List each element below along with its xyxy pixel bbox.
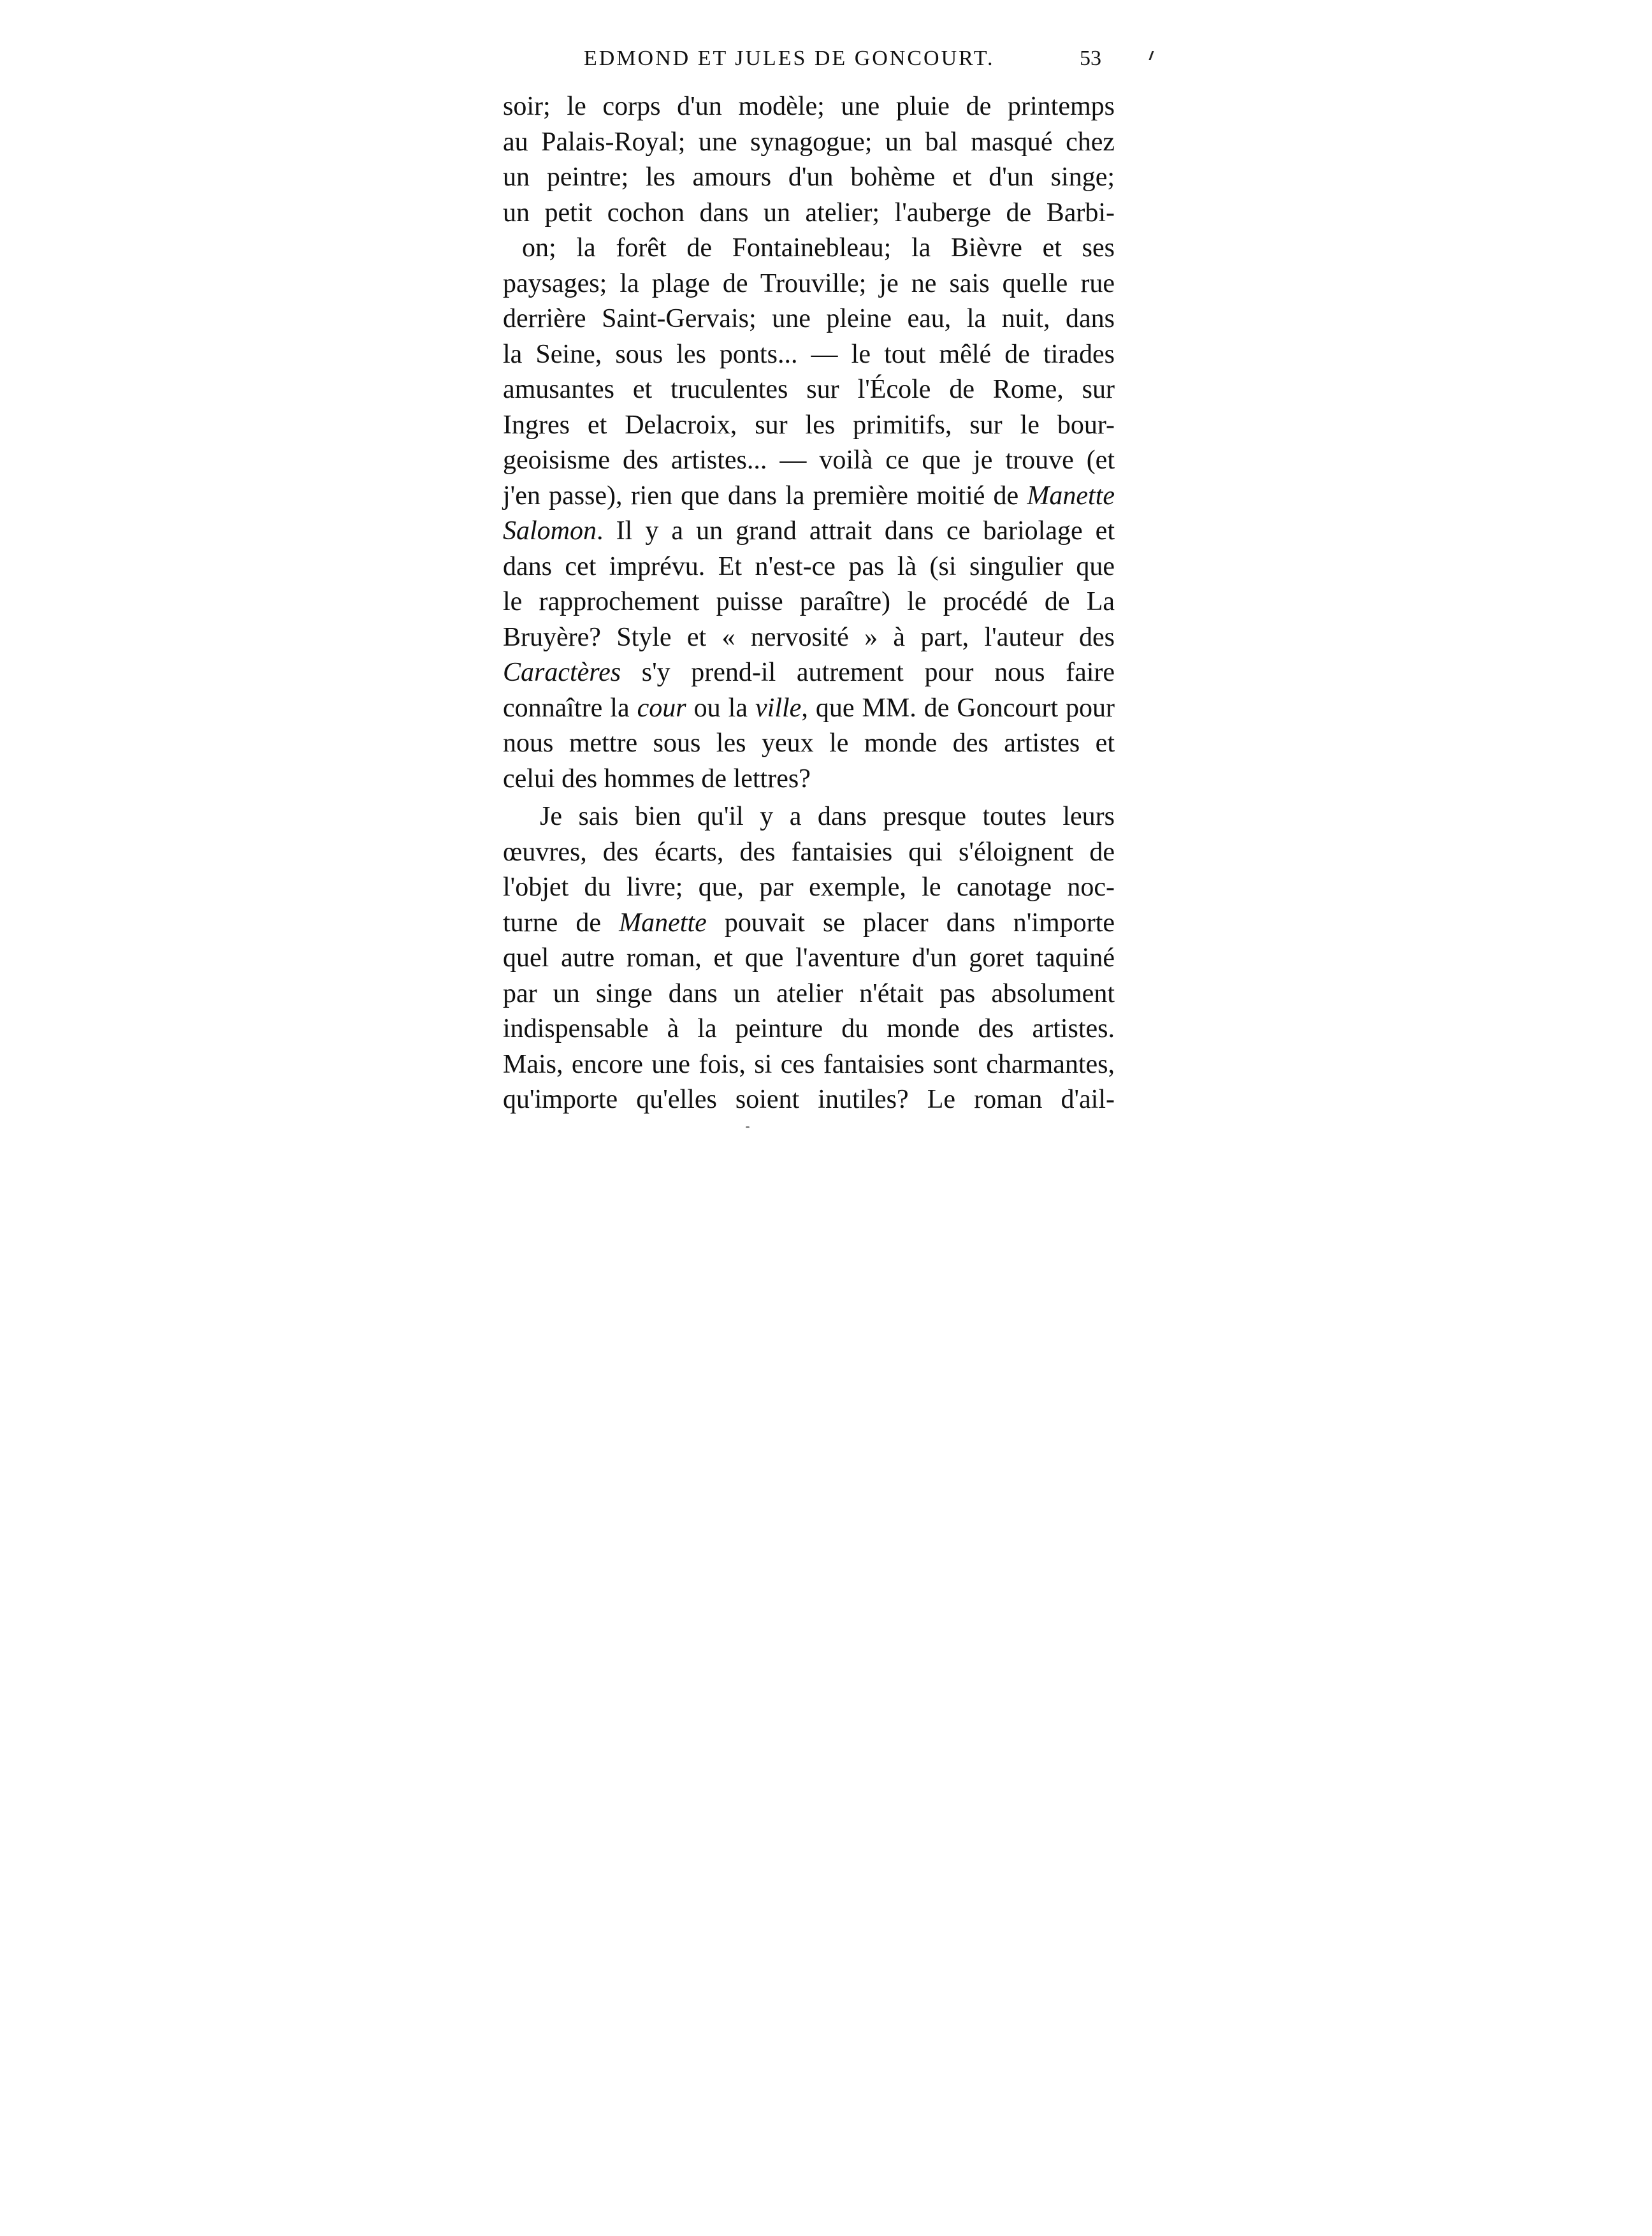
text-line: la Seine, sous les ponts... — le tout mêlé de tirades xyxy=(503,339,1115,369)
text-line: paysages; la plage de Trouville; je ne sais quelle rue xyxy=(503,268,1115,298)
italic-title-manette: Manette xyxy=(619,908,707,938)
text-line: geoisisme des artistes... — voilà ce que je trouve (et xyxy=(503,446,1115,475)
text-line: quel autre roman, et que l'aventure d'un goret taquiné xyxy=(503,943,1115,973)
text-line: au Palais-Royal; une synagogue; un bal masqué chez xyxy=(503,127,1115,157)
text-fragment: connaître la xyxy=(503,693,630,723)
text-line-with-italic xyxy=(503,514,1115,549)
text-line: indispensable à la peinture du monde des artistes. xyxy=(503,1014,1115,1043)
text-line: derrière Saint-Gervais; une pleine eau, la nuit, dans xyxy=(503,304,1115,333)
italic-word-ville: ville xyxy=(755,693,802,723)
text-fragment: ou la xyxy=(686,693,756,723)
text-line: un petit cochon dans un atelier; l'auberge de Barbi- xyxy=(503,198,1115,228)
text-line: nous mettre sous les yeux le monde des artistes et xyxy=(503,729,1115,758)
text-line: amusantes et truculentes sur l'École de Rome, sur xyxy=(503,375,1115,404)
paragraph-start-line: Je sais bien qu'il y a dans presque toutes leurs xyxy=(540,802,1115,831)
text-line-with-italic xyxy=(503,479,1115,514)
text-fragment: s'y prend-il autrement pour nous faire xyxy=(641,658,1115,687)
italic-title-manette: Manette xyxy=(1027,481,1115,511)
text-line: qu'importe qu'elles soient inutiles? Le roman d'ail- xyxy=(503,1085,1115,1114)
text-fragment: , que MM. de Goncourt pour xyxy=(801,693,1115,723)
text-line: soir; le corps d'un modèle; une pluie de printemps xyxy=(503,92,1115,121)
text-line: le rapprochement puisse paraître) le procédé de La xyxy=(503,587,1115,616)
italic-title-caracteres: Caractères xyxy=(503,658,621,687)
text-fragment: j'en passe), rien que dans la première moitié de xyxy=(503,481,1019,511)
text-line: l'objet du livre; que, par exemple, le canotage noc- xyxy=(503,873,1115,902)
italic-title-salomon: Salomon xyxy=(503,516,597,546)
text-line: Bruyère? Style et « nervosité » à part, l'auteur des xyxy=(503,622,1115,652)
page-number: 53 xyxy=(1080,47,1101,70)
text-line: Mais, encore une fois, si ces fantaisies sont charmantes, xyxy=(503,1049,1115,1079)
text-line-with-italic xyxy=(503,691,1115,727)
running-head: EDMOND ET JULES DE GONCOURT. xyxy=(584,47,995,70)
text-line: on; la forêt de Fontainebleau; la Bièvre et ses xyxy=(522,233,1115,263)
body-text xyxy=(503,89,1115,1118)
print-smudge xyxy=(746,1126,750,1128)
italic-word-cour: cour xyxy=(637,693,686,723)
text-line: œuvres, des écarts, des fantaisies qui s'éloignent de xyxy=(503,837,1115,867)
text-line: un peintre; les amours d'un bohème et d'un singe; xyxy=(503,163,1115,192)
text-line-with-italic xyxy=(503,906,1115,941)
text-line-with-italic xyxy=(503,655,1115,691)
text-fragment: pouvait se placer dans n'importe xyxy=(724,908,1115,938)
text-line: dans cet imprévu. Et n'est-ce pas là (si singulier que xyxy=(503,551,1115,581)
text-line: celui des hommes de lettres? xyxy=(503,764,811,794)
text-line: Ingres et Delacroix, sur les primitifs, sur le bour- xyxy=(503,410,1115,440)
text-line: par un singe dans un atelier n'était pas absolument xyxy=(503,978,1115,1008)
stray-print-mark xyxy=(1148,51,1159,60)
text-fragment: . Il y a un grand attrait dans ce bariolage et xyxy=(597,516,1115,546)
text-fragment: turne de xyxy=(503,908,602,938)
